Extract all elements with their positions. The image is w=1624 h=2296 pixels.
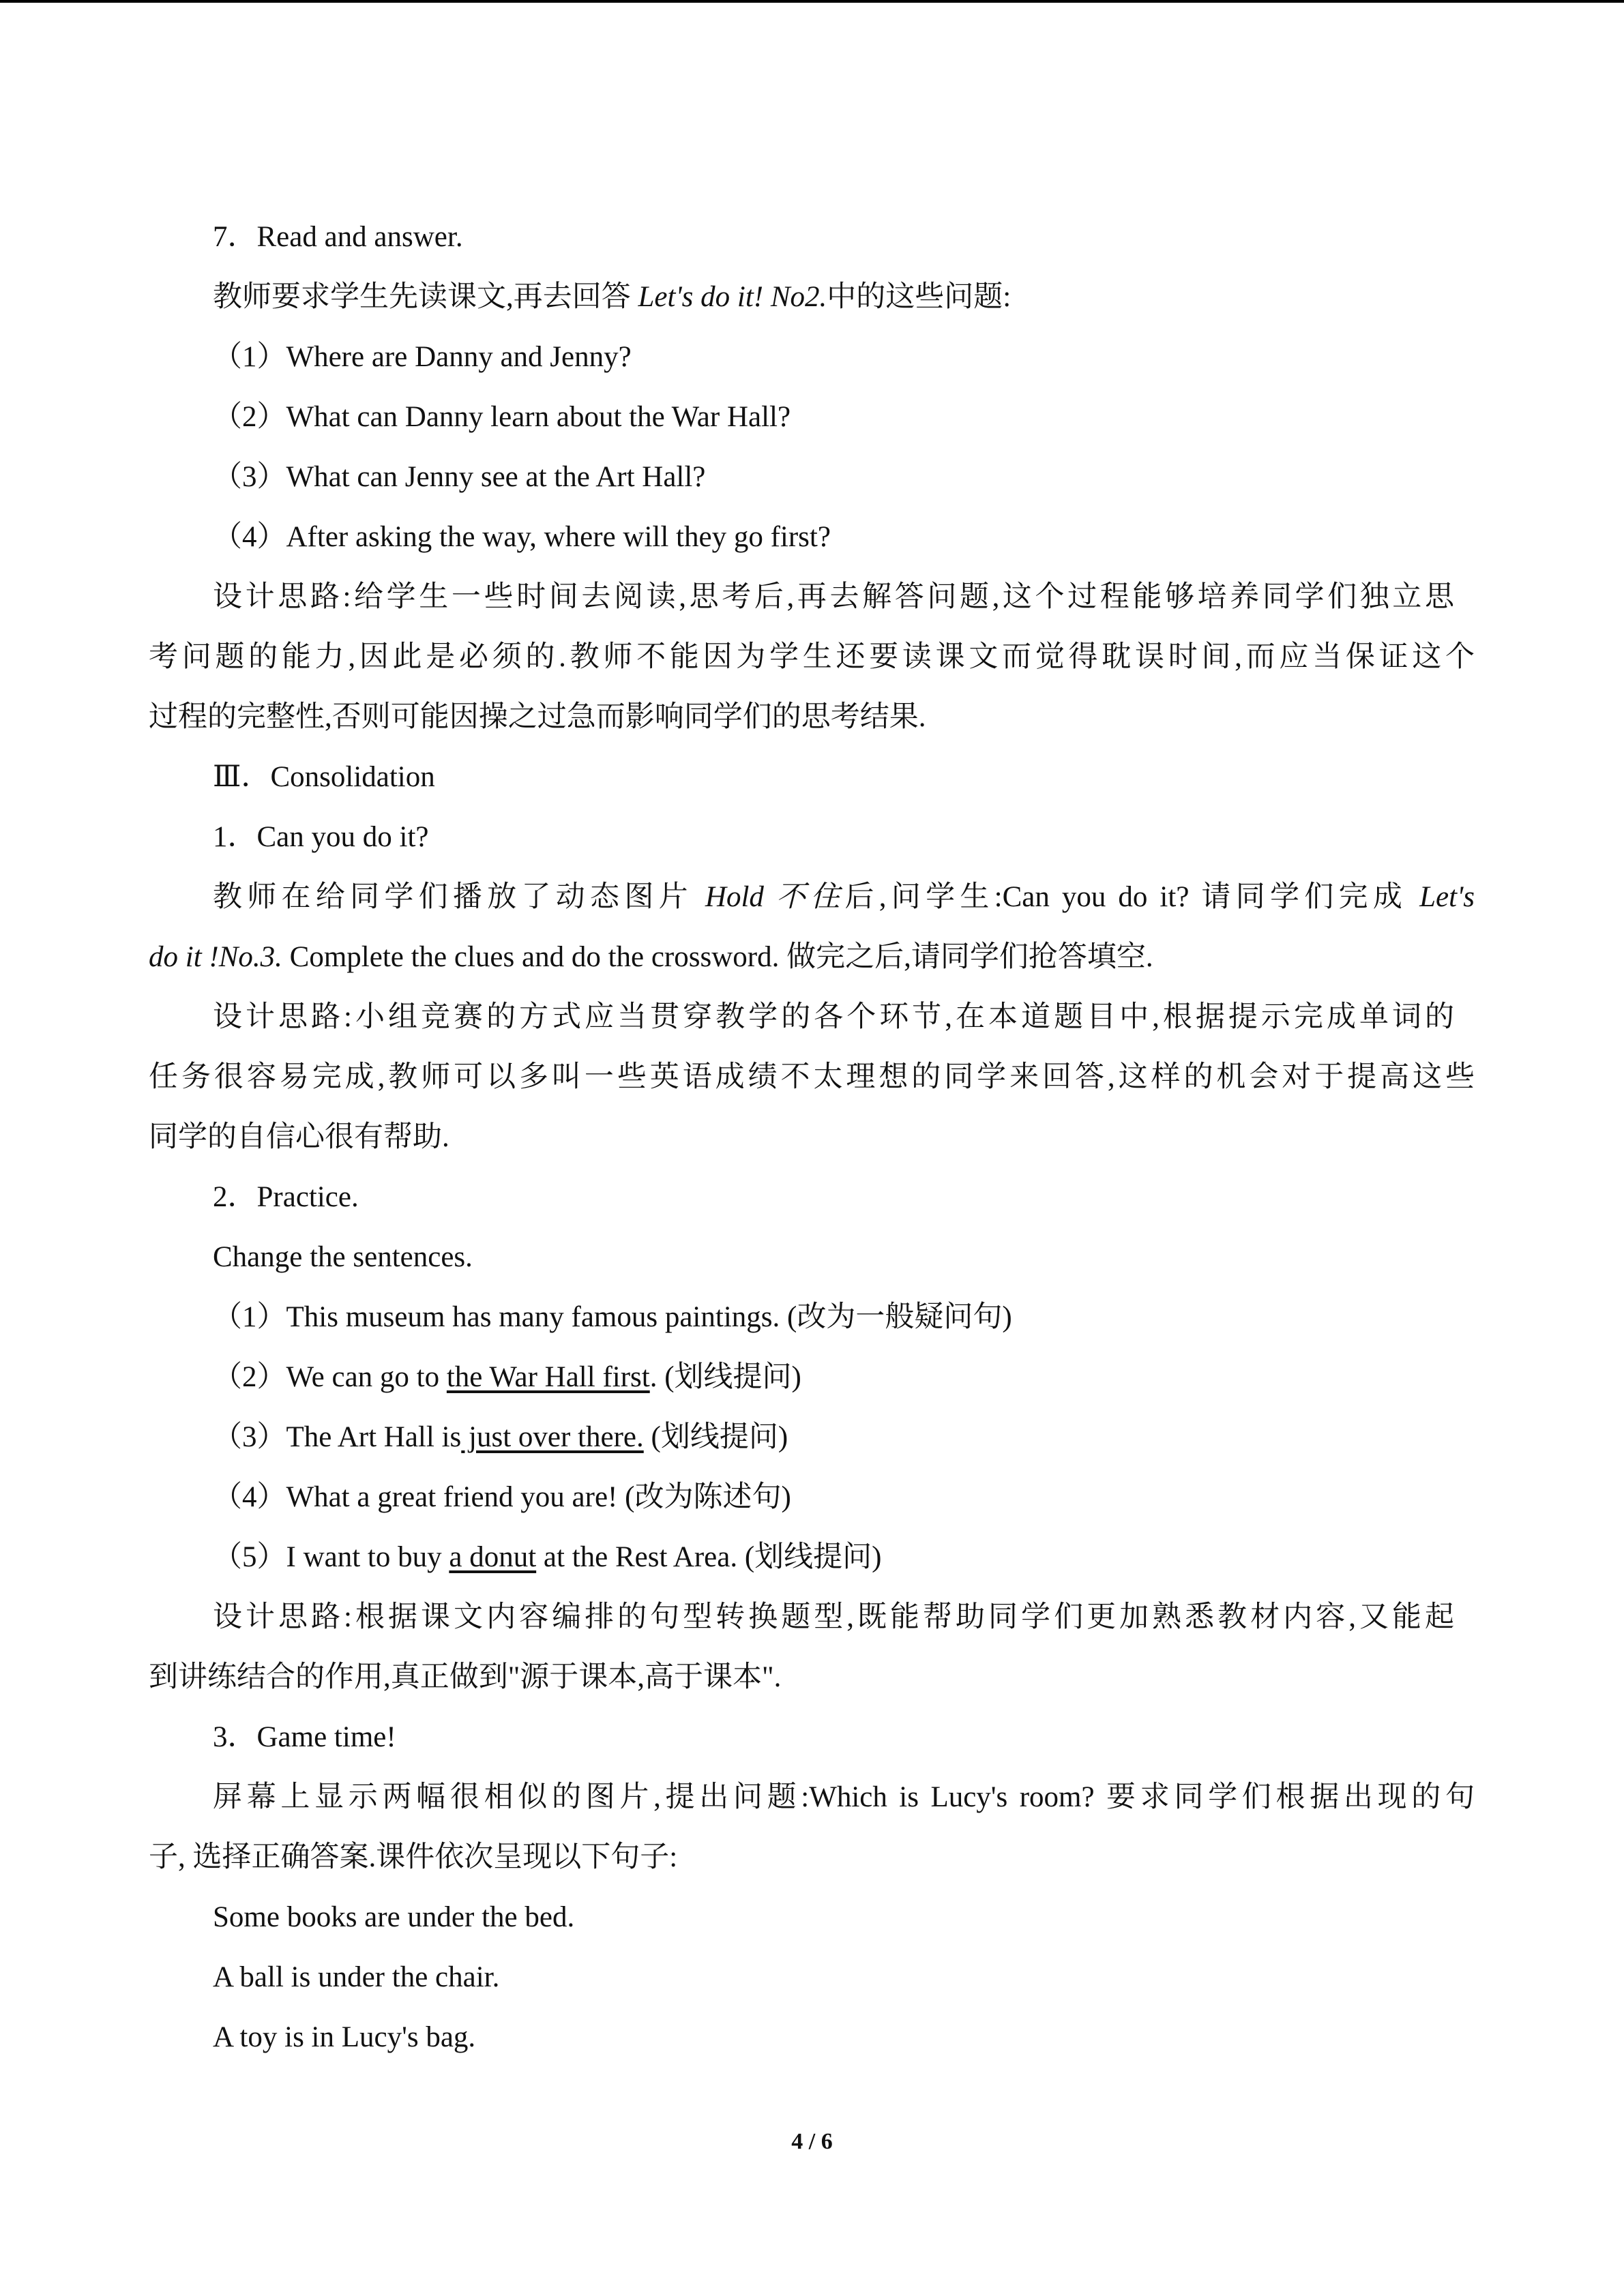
exercise-item	[213, 1357, 801, 1398]
subheading-practice: 2．Practice.	[213, 1181, 359, 1213]
design-note-line: 任务很容易完成,教师可以多叫一些英语成绩不太理想的同学来回答,这样的机会对于提高这些	[149, 1061, 1475, 1093]
question-item: （3）What can Jenny see at the Art Hall?	[213, 461, 706, 493]
text-segment: (划线提问)	[643, 1421, 788, 1453]
text-segment: （2）We can go to	[213, 1361, 447, 1393]
page-number: 4 / 6	[791, 2129, 833, 2154]
design-note-line: 设计思路:根据课文内容编排的句型转换题型,既能帮助同学们更加熟悉教材内容,又能起	[213, 1601, 1454, 1633]
text-segment: 教师在给同学们播放了动态图片	[213, 881, 705, 913]
sentence-item: A toy is in Lucy's bag.	[213, 2021, 476, 2053]
design-note-line: 过程的完整性,否则可能因操之过急而影响同学们的思考结果.	[149, 701, 926, 733]
exercise-item	[213, 1417, 788, 1458]
underlined-segment: the War Hall first	[446, 1361, 650, 1393]
italic-segment: Let's do it! No2.	[638, 281, 827, 313]
design-note-line: 考问题的能力,因此是必须的.教师不能因为学生还要读课文而觉得耽误时间,而应当保证这个	[149, 641, 1475, 673]
design-note-line: 设计思路:小组竞赛的方式应当贯穿教学的各个环节,在本道题目中,根据提示完成单词的	[213, 1001, 1454, 1033]
italic-segment: Let's	[1419, 881, 1475, 913]
italic-segment: Hold 不住	[705, 881, 845, 913]
design-note-line: 同学的自信心很有帮助.	[149, 1121, 449, 1153]
heading-read-and-answer: 7．Read and answer.	[213, 221, 463, 253]
instruction-change-sentences: Change the sentences.	[213, 1241, 473, 1273]
question-item: （4）After asking the way, where will they go first?	[213, 521, 831, 553]
text-segment: 后,问学生:Can you do it? 请同学们完成	[844, 881, 1420, 913]
section-heading-consolidation: Ⅲ．Consolidation	[213, 761, 435, 793]
question-item: （1）Where are Danny and Jenny?	[213, 341, 632, 373]
paragraph-line: 子, 选择正确答案.课件依次呈现以下句子:	[149, 1841, 678, 1873]
underlined-segment: just over there.	[461, 1421, 644, 1453]
subheading-game-time: 3．Game time!	[213, 1721, 396, 1753]
exercise-item: （1）This museum has many famous paintings. (改为一般疑问句)	[213, 1301, 1012, 1333]
paragraph-line: 屏幕上显示两幅很相似的图片,提出问题:Which is Lucy's room? 要求同学们根据出现的句	[213, 1781, 1475, 1813]
text-segment: at the Rest Area. (划线提问)	[536, 1541, 882, 1573]
text-segment: 教师要求学生先读课文,再去回答	[213, 281, 638, 313]
text-segment: Complete the clues and do the crossword. 做完之后,请同学们抢答填空.	[282, 941, 1153, 973]
text-segment: . (划线提问)	[649, 1361, 801, 1393]
text-segment: （5）I want to buy	[213, 1541, 449, 1573]
subheading-can-you-do-it: 1．Can you do it?	[213, 821, 429, 853]
paragraph-instruction	[213, 277, 1011, 318]
question-item: （2）What can Danny learn about the War Hall?	[213, 401, 791, 433]
text-segment: （3）The Art Hall is	[213, 1421, 462, 1453]
text-segment: 中的这些问题:	[827, 281, 1012, 313]
design-note-line: 设计思路:给学生一些时间去阅读,思考后,再去解答问题,这个过程能够培养同学们独立思	[213, 581, 1454, 613]
underlined-segment: a donut	[449, 1541, 537, 1573]
exercise-item: （4）What a great friend you are! (改为陈述句)	[213, 1481, 791, 1513]
exercise-item	[213, 1537, 881, 1578]
italic-segment: do it !No.3.	[149, 941, 282, 973]
paragraph-line	[149, 937, 1153, 978]
sentence-item: A ball is under the chair.	[213, 1961, 500, 1993]
paragraph-line	[213, 877, 1475, 918]
sentence-item: Some books are under the bed.	[213, 1901, 575, 1933]
design-note-line: 到讲练结合的作用,真正做到"源于课本,高于课本".	[149, 1661, 782, 1693]
